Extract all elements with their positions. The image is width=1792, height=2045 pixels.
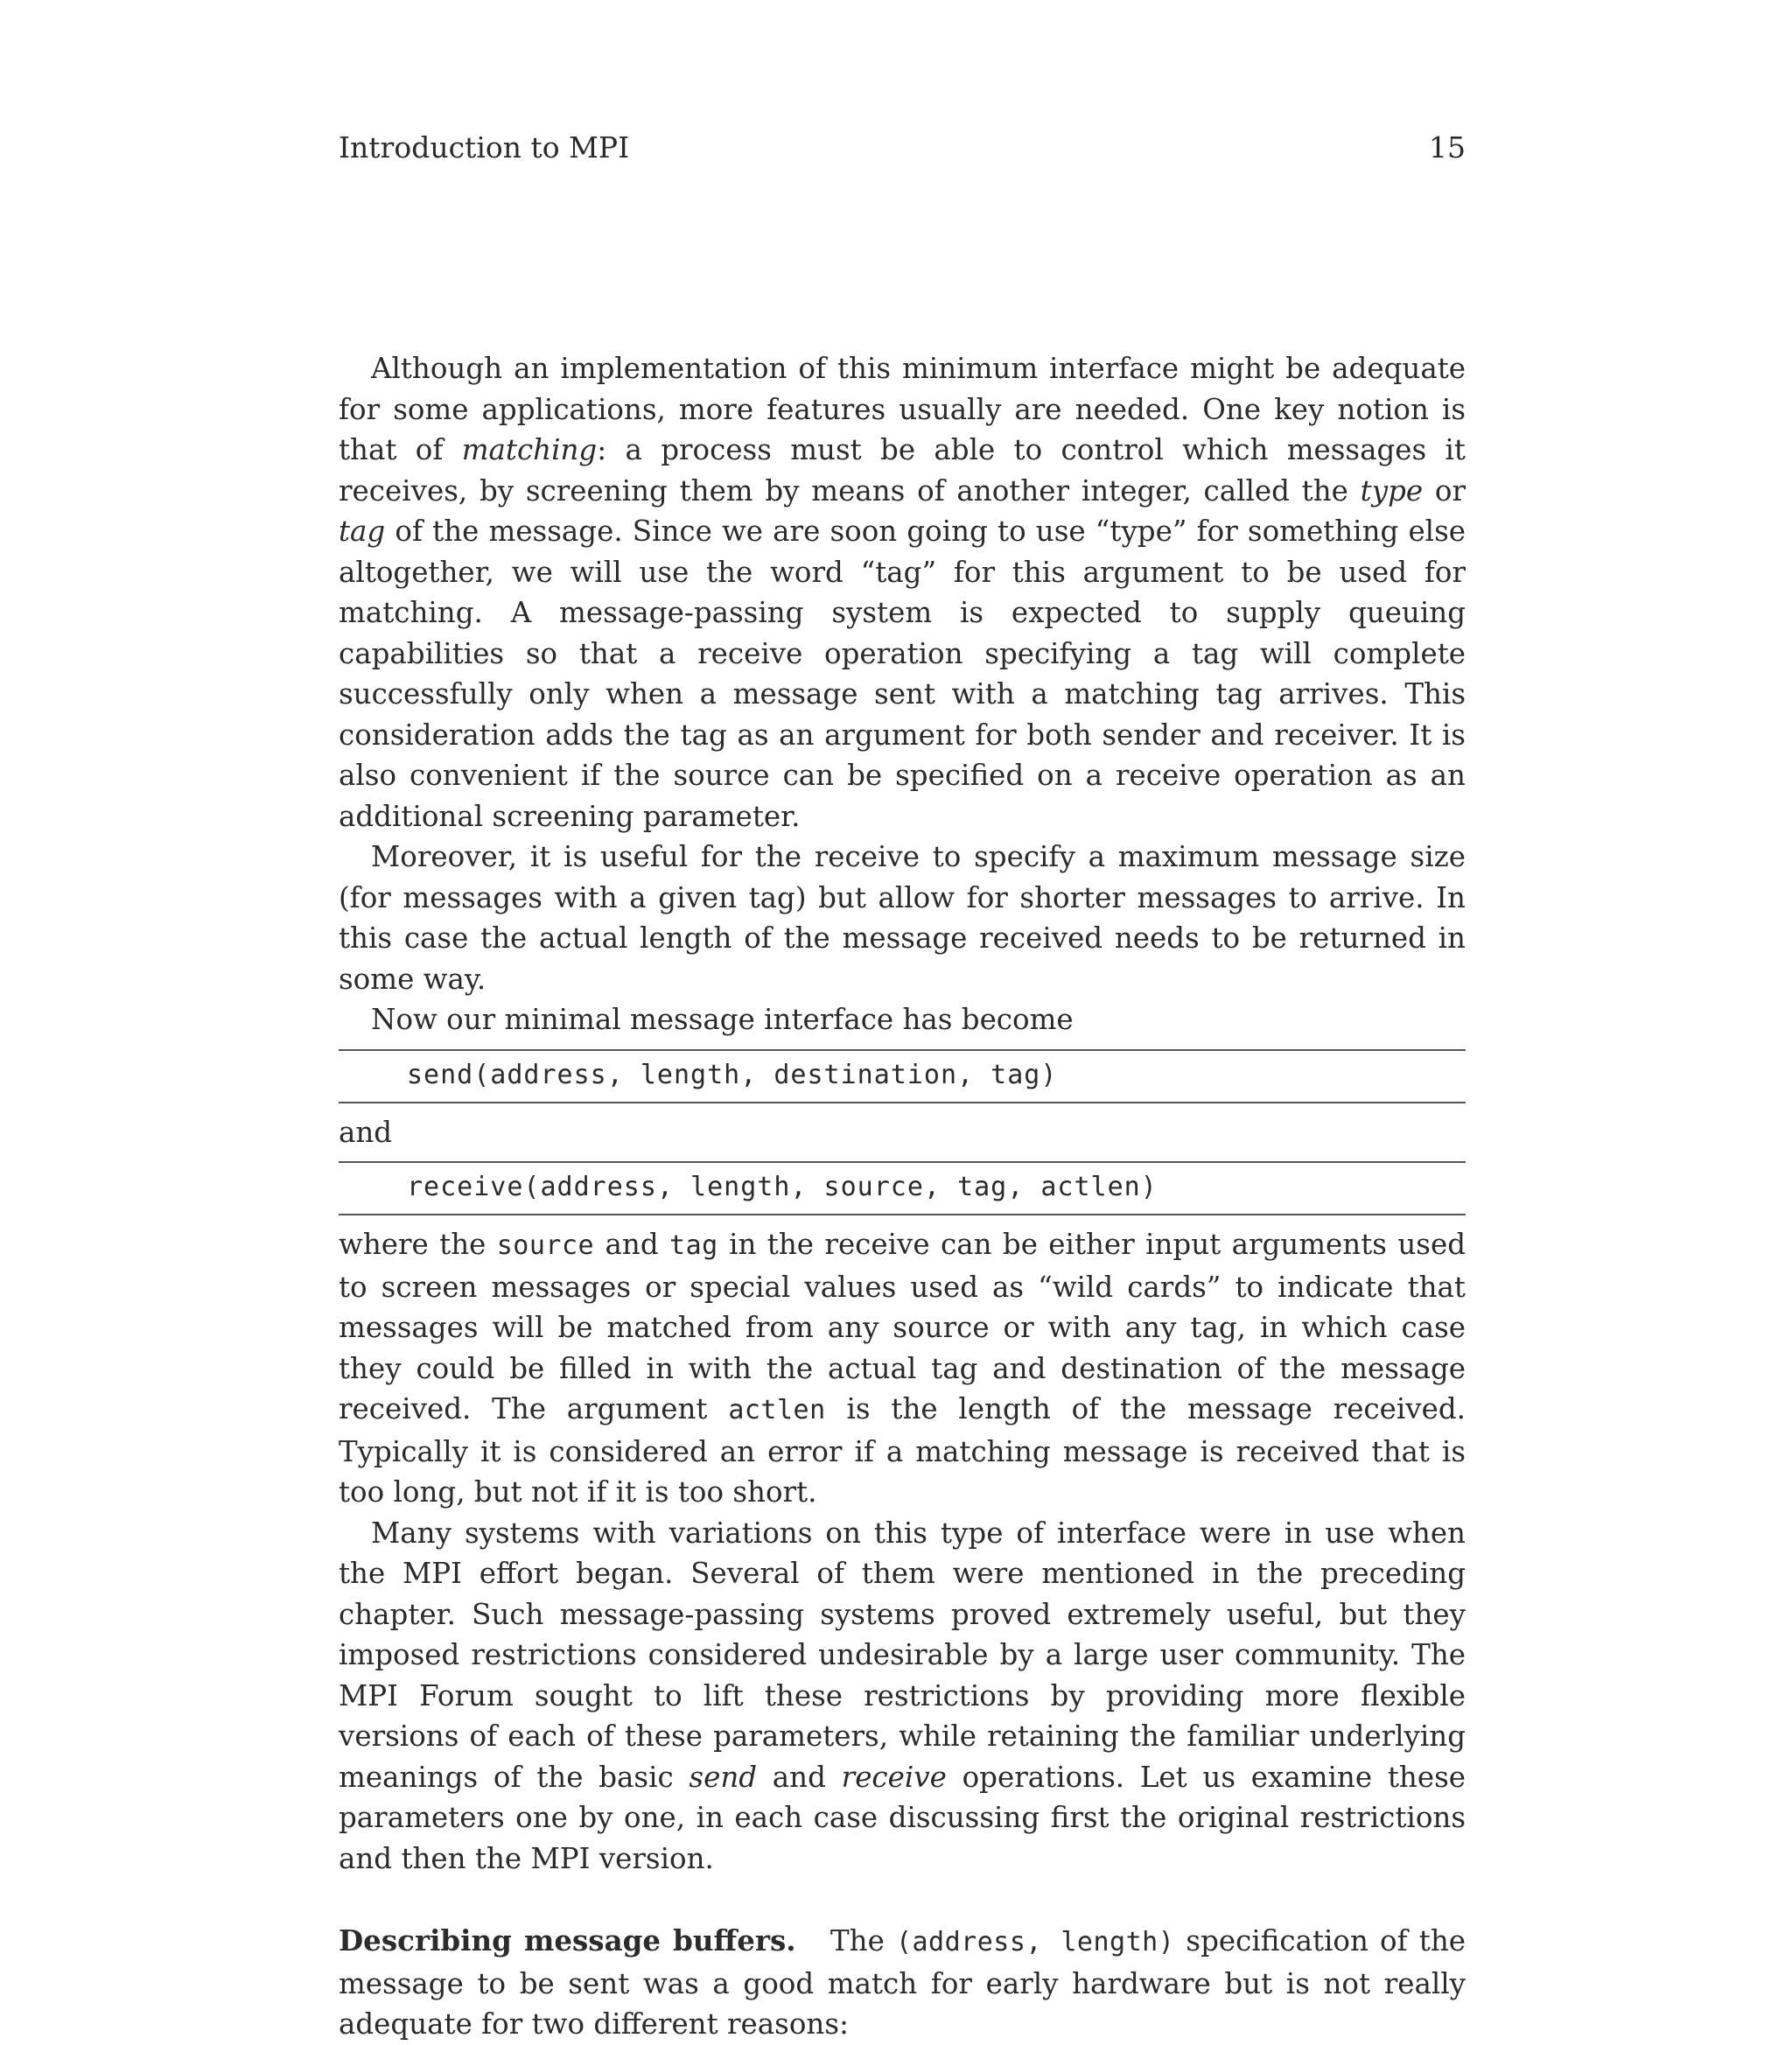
book-page: [339, 0, 1466, 2041]
emphasis-tag: tag: [339, 515, 386, 548]
running-head: [339, 128, 1466, 168]
emphasis-type: type: [1360, 473, 1424, 508]
emphasis-matching: matching: [461, 433, 598, 466]
section-heading: Describing message buffers.: [339, 1923, 796, 1957]
section-spacer: [339, 1879, 1466, 1921]
text-segment: where the: [339, 1228, 497, 1261]
paragraph-message-buffers: [339, 1921, 1466, 2045]
code-source: source: [496, 1230, 595, 1261]
body-text: [339, 348, 1466, 2045]
code-send: send(address, length, destination, tag): [339, 1049, 1466, 1103]
text-segment: of the message. Since we are soon going to use “type” for something else altogether, we will use the word “tag” for this argument to be used for matching. A message-passing system is expected to supply queuing capabilities so that a receive operation specifying a tag will complete successfully only when a message sent with a matching tag arrives. This consideration adds the tag as an argument for both sender and receiver. It is also convenient if the source can be specified on a receive operation as an additional screening parameter.: [339, 515, 1466, 833]
code-receive: receive(address, length, source, tag, actlen): [339, 1161, 1466, 1215]
text-segment: The: [830, 1924, 896, 1957]
text-segment: is the length of the message received. Typically it is considered an error if a matching message is received that is too long, but not if it is too short.: [339, 1392, 1466, 1509]
text-segment: Although an implementation of this minimum interface might be adequate for some applications, more features usually are needed. One key notion is that of: [339, 352, 1466, 466]
text-segment: operations. Let us examine these parameters one by one, in each case discussing first the original restrictions and then the MPI version.: [339, 1760, 1466, 1875]
paragraph-mpi-effort: [339, 1513, 1466, 1880]
code-tag: tag: [669, 1230, 718, 1261]
text-segment: in the receive can be either input arguments used to screen messages or special values used as “wild cards” to indicate that messages will be matched from any source or with any tag, in which case they could be filled in with the actual tag and destination of the message received. The argument: [339, 1228, 1466, 1425]
paragraph-minimal-interface: Now our minimal message interface has become: [371, 1003, 1074, 1036]
emphasis-send: send: [689, 1760, 758, 1794]
text-segment: and: [594, 1228, 670, 1261]
chapter-title: Introduction to MPI: [339, 130, 630, 165]
page-number: 15: [1429, 130, 1466, 165]
text-segment: and: [757, 1760, 842, 1794]
paragraph-message-size: Moreover, it is useful for the receive to specify a maximum message size (for messages with a given tag) but allow for shorter messages to arrive. In this case the actual length of the message received needs to be returned in some way.: [339, 840, 1466, 996]
code-address-length: (address, length): [895, 1927, 1175, 1957]
emphasis-receive: receive: [841, 1760, 947, 1794]
paragraph-wildcards: [339, 1224, 1466, 1513]
code-actlen: actlen: [728, 1395, 826, 1425]
text-segment: : a process must be able to control which messages it receives, by screening them by means of another integer, called the: [339, 433, 1466, 508]
text-segment: Many systems with variations on this type of interface were in use when the MPI effort began. Several of them were mentioned in the preceding chapter. Such message-passing systems proved extremely useful, but they imposed restrictions considered undesirable by a large user community. The MPI Forum sought to lift these restrictions by providing more flexible versions of each of these parameters, while retaining the familiar underlying meanings of the basic: [339, 1516, 1466, 1794]
text-segment: or: [1423, 473, 1466, 508]
and-text: and: [339, 1115, 393, 1149]
paragraph-matching: [339, 348, 1466, 837]
text-segment: specification of the message to be sent was a good match for early hardware but is not really adequate for two different reasons:: [339, 1924, 1466, 2041]
